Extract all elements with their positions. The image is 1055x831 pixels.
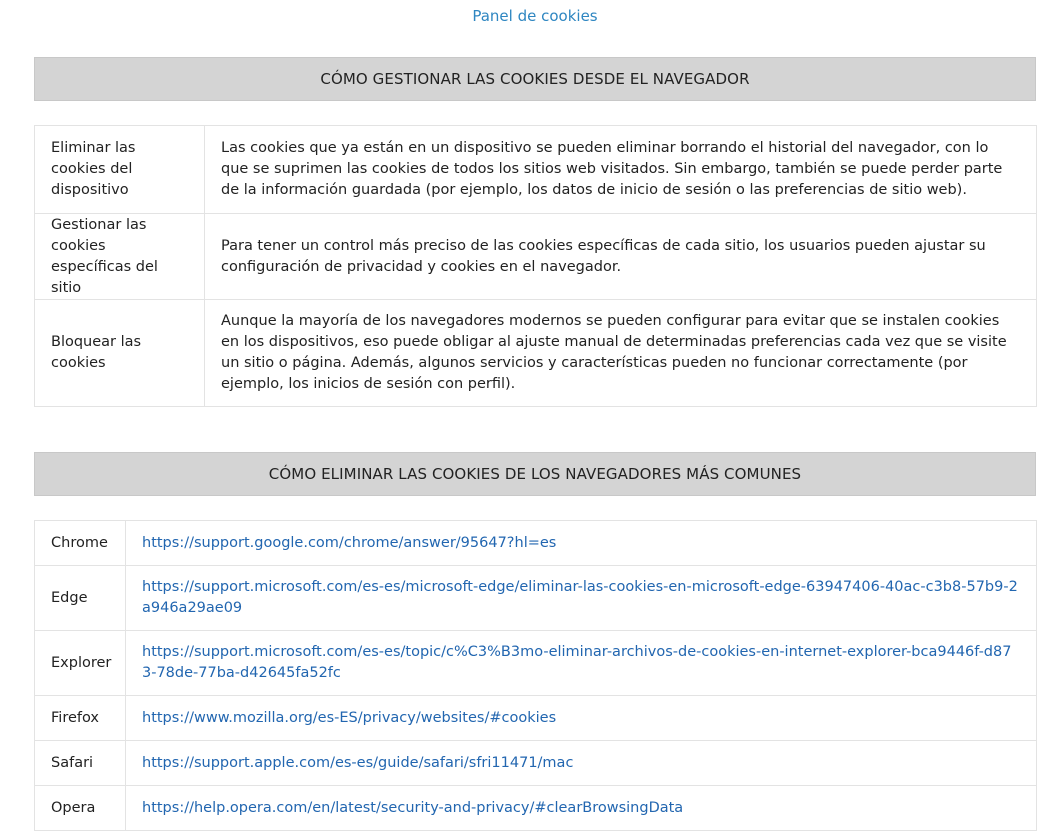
- browser-link-cell: [126, 741, 1037, 786]
- browser-link[interactable]: https://support.microsoft.com/es-es/topic/c%C3%B3mo-eliminar-archivos-de-cookies-en-internet-explorer-bca9446f-d873-78de-77ba-d42645fa52fc: [142, 644, 1012, 681]
- section-header-manage-cookies: [34, 57, 1036, 101]
- row-text: Aunque la mayoría de los navegadores modernos se pueden configurar para evitar que se instalen cookies en los dispositivos, eso puede obligar al ajuste manual de determinadas preferencias cada vez que se visite un sitio o página. Además, algunos servicios y características pueden no funcionar correctamente (por ejemplo, los inicios de sesión con perfil).: [205, 300, 1037, 407]
- table-row: [35, 300, 1037, 407]
- table-row: [35, 631, 1037, 696]
- table-row: [35, 521, 1037, 566]
- table-row: [35, 786, 1037, 831]
- row-label: Bloquear las cookies: [35, 300, 205, 407]
- browser-link-cell: [126, 786, 1037, 831]
- browser-link-cell: [126, 521, 1037, 566]
- browser-name: Explorer: [35, 631, 126, 696]
- browser-name: Opera: [35, 786, 126, 831]
- browser-link[interactable]: https://support.apple.com/es-es/guide/safari/sfri11471/mac: [142, 754, 574, 771]
- table-row: [35, 566, 1037, 631]
- cookie-panel-link-wrapper: [0, 6, 1055, 26]
- row-text: Para tener un control más preciso de las cookies específicas de cada sitio, los usuarios pueden ajustar su configuración de privacidad y cookies en el navegador.: [205, 214, 1037, 300]
- browser-name: Edge: [35, 566, 126, 631]
- row-label: Eliminar las cookies del dispositivo: [35, 126, 205, 214]
- browser-link-cell: [126, 631, 1037, 696]
- browser-name: Chrome: [35, 521, 126, 566]
- browser-link-cell: [126, 696, 1037, 741]
- browser-link[interactable]: https://support.microsoft.com/es-es/microsoft-edge/eliminar-las-cookies-en-microsoft-edge-63947406-40ac-c3b8-57b9-2a946a29ae09: [142, 579, 1018, 616]
- table-row: [35, 696, 1037, 741]
- table-row: [35, 214, 1037, 300]
- browser-name: Safari: [35, 741, 126, 786]
- row-text: Las cookies que ya están en un dispositivo se pueden eliminar borrando el historial del navegador, con lo que se suprimen las cookies de todos los sitios web visitados. Sin embargo, también se puede perder parte de la información guardada (por ejemplo, los datos de inicio de sesión o las preferencias de sitio web).: [205, 126, 1037, 214]
- section-title-browser-cookies: CÓMO ELIMINAR LAS COOKIES DE LOS NAVEGADORES MÁS COMUNES: [268, 465, 802, 483]
- section-header-browser-cookies: [34, 452, 1036, 496]
- table-row: [35, 126, 1037, 214]
- browser-link-cell: [126, 566, 1037, 631]
- browser-link[interactable]: https://www.mozilla.org/es-ES/privacy/websites/#cookies: [142, 709, 557, 726]
- browser-name: Firefox: [35, 696, 126, 741]
- cookie-panel-link[interactable]: Panel de cookies: [472, 7, 598, 25]
- section-title-manage-cookies: CÓMO GESTIONAR LAS COOKIES DESDE EL NAVEGADOR: [320, 70, 750, 88]
- browser-links-table: [34, 520, 1037, 831]
- browser-link[interactable]: https://help.opera.com/en/latest/security-and-privacy/#clearBrowsingData: [142, 799, 684, 816]
- table-row: [35, 741, 1037, 786]
- manage-cookies-table: [34, 125, 1037, 407]
- row-label: Gestionar las cookies específicas del sitio: [35, 214, 205, 300]
- browser-link[interactable]: https://support.google.com/chrome/answer/95647?hl=es: [142, 534, 557, 551]
